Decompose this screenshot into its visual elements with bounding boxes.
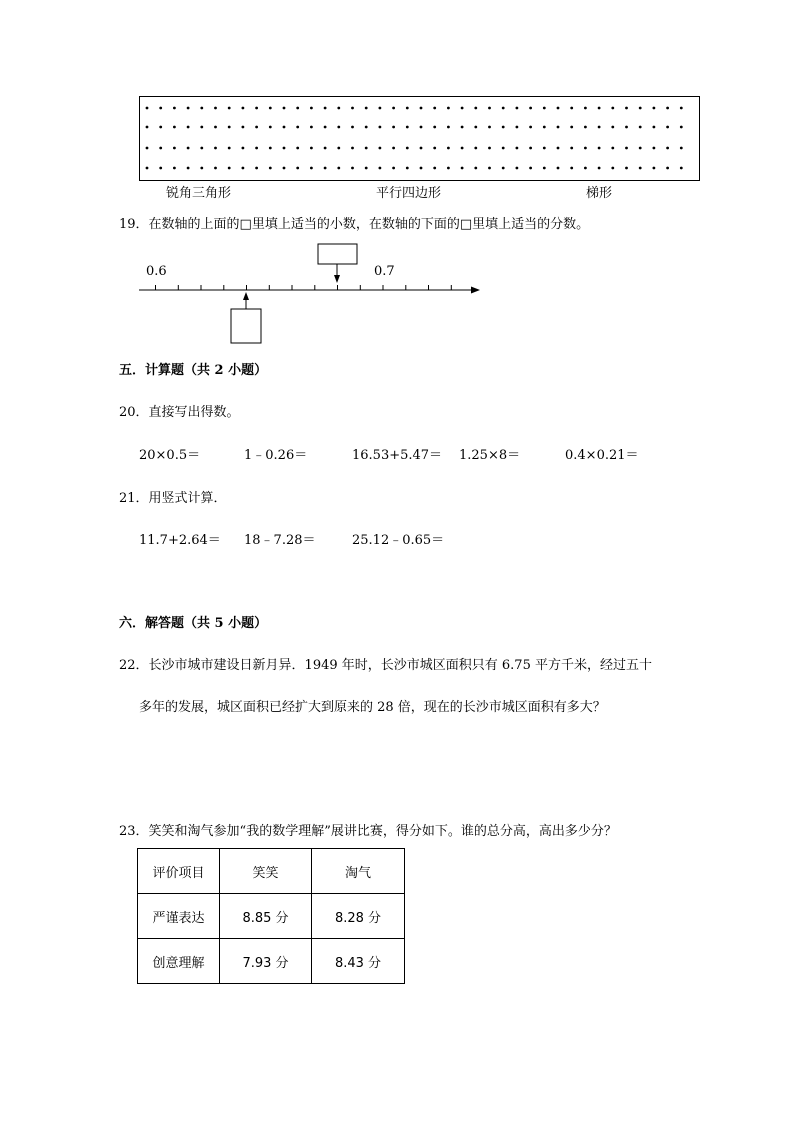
q20-item-5: 0.4×0.21＝ [565, 448, 639, 463]
q21-item-2: 18﹣7.28＝ [244, 533, 316, 548]
question-21-text: 21．用竖式计算． [119, 491, 227, 506]
question-20-text: 20．直接写出得数。 [119, 405, 240, 420]
number-line-label-left: 0.6 [146, 264, 167, 279]
table-header-criteria: 评价项目 [138, 849, 220, 894]
q20-item-2: 1﹣0.26＝ [244, 448, 308, 463]
q20-item-3: 16.53+5.47＝ [352, 448, 443, 463]
lower-answer-box[interactable] [231, 309, 261, 343]
number-line-ticks [156, 285, 452, 290]
shape-label-trapezoid: 梯形 [586, 186, 613, 201]
table-cell: 8.43 分 [312, 939, 405, 984]
table-cell: 严谨表达 [138, 894, 220, 939]
table-header-xiaoxiao: 笑笑 [220, 849, 312, 894]
table-cell: 8.85 分 [220, 894, 312, 939]
number-line-label-right: 0.7 [374, 264, 395, 279]
table-cell: 8.28 分 [312, 894, 405, 939]
question-23-text: 23．笑笑和淘气参加“我的数学理解”展讲比赛，得分如下。谁的总分高，高出多少分？ [119, 824, 617, 839]
lower-pointer-arrowhead [243, 292, 249, 300]
table-row [138, 894, 405, 939]
table-header-taoqi: 淘气 [312, 849, 405, 894]
question-22-line-2: 多年的发展，城区面积已经扩大到原来的 28 倍，现在的长沙市城区面积有多大？ [139, 700, 606, 715]
question-22-line-1: 22．长沙市城市建设日新月异．1949 年时，长沙市城区面积只有 6.75 平方千米，经过五十 [119, 658, 652, 673]
upper-answer-box[interactable] [318, 244, 357, 264]
table-cell: 创意理解 [138, 939, 220, 984]
upper-pointer-arrowhead [334, 275, 340, 283]
score-table [137, 848, 405, 984]
section-5-title: 五．计算题（共 2 小题） [119, 363, 268, 378]
q21-item-1: 11.7+2.64＝ [139, 533, 221, 548]
table-cell: 7.93 分 [220, 939, 312, 984]
table-row [138, 849, 405, 894]
q20-item-4: 1.25×8＝ [459, 448, 521, 463]
question-19-text: 19．在数轴的上面的□里填上适当的小数，在数轴的下面的□里填上适当的分数。 [119, 217, 590, 232]
table-row [138, 939, 405, 984]
number-line-figure [0, 0, 794, 360]
shape-label-parallelogram: 平行四边形 [376, 186, 442, 201]
number-line-arrowhead [471, 287, 480, 294]
section-6-title: 六．解答题（共 5 小题） [119, 616, 268, 631]
q20-item-1: 20×0.5＝ [139, 448, 201, 463]
shape-label-acute-triangle: 锐角三角形 [166, 186, 232, 201]
q21-item-3: 25.12﹣0.65＝ [352, 533, 445, 548]
